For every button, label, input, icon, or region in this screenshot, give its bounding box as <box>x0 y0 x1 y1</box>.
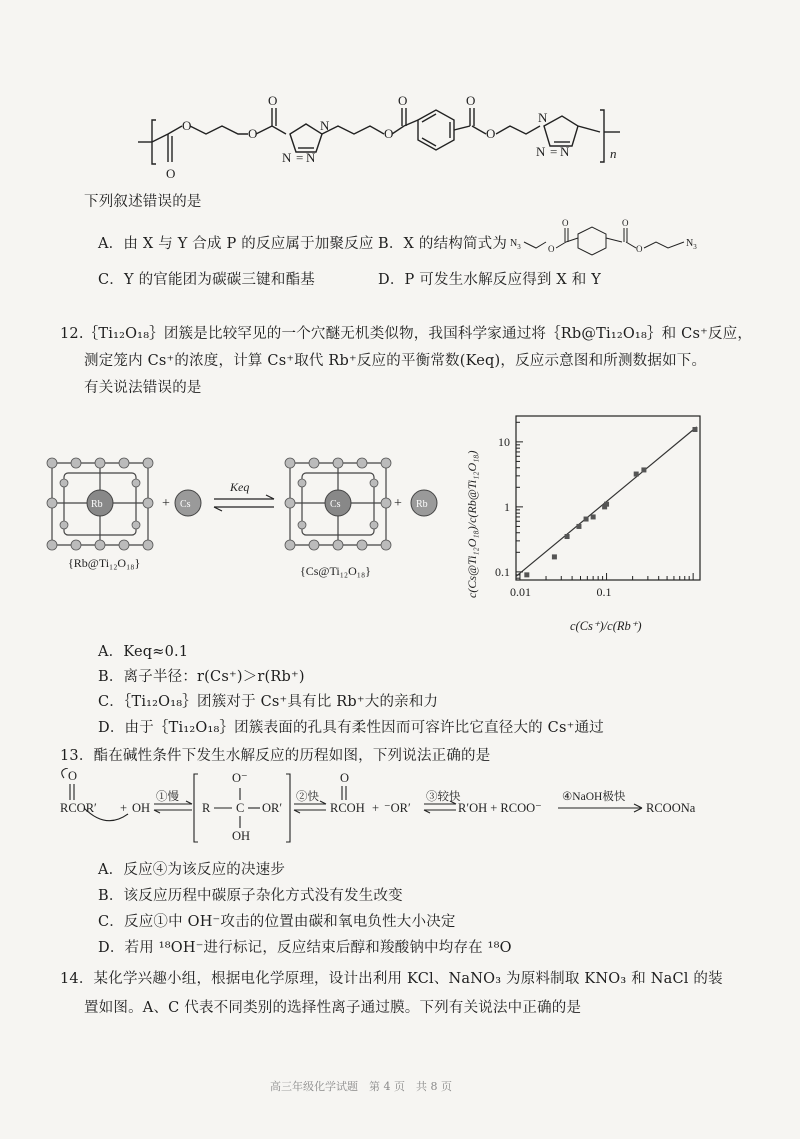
plus-2: + <box>394 496 402 511</box>
svg-text:N: N <box>320 118 330 133</box>
int-o-minus: O⁻ <box>232 771 248 785</box>
rb-ion-label: Rb <box>416 499 428 510</box>
svg-text:O: O <box>248 126 258 141</box>
step1-label: ①慢 <box>156 791 179 803</box>
svg-text:=: = <box>550 144 558 159</box>
b-right-n: N <box>686 238 694 249</box>
data-point <box>641 467 646 472</box>
data-point <box>565 534 570 539</box>
ester-label: RCOR′ <box>60 801 97 815</box>
data-point <box>604 502 609 507</box>
y-tick-label: 0.1 <box>495 564 510 579</box>
svg-text:O: O <box>182 118 192 133</box>
y-tick-label: 1 <box>504 499 510 514</box>
svg-text:N3: $N_3$ <box>510 238 521 251</box>
q12-line2: 测定笼内 Cs⁺的浓度，计算 Cs⁺取代 Rb⁺反应的平衡常数(Keq)，反应示意图和所测数据如下。 <box>84 353 707 369</box>
q13-mechanism <box>56 768 746 846</box>
q13-option-d[interactable]: D．若用 ¹⁸OH⁻进行标记，反应结束后醇和羧酸钠中均存在 ¹⁸O <box>98 940 512 956</box>
data-point <box>524 572 529 577</box>
svg-text:N: N <box>538 110 548 125</box>
y-axis-label: c(Cs@Ti₁₂O₁₈)/c(Rb@Ti₁₂O₁₈) <box>465 450 479 598</box>
data-point <box>584 517 589 522</box>
q14-line1: 14．某化学兴趣小组，根据电化学原理，设计出利用 KCl、NaNO₃ 为原料制取 KNO₃ 和 NaCl 的装 <box>60 971 723 987</box>
rb-cluster-label: {Rb@Ti₁₂O₁₈} <box>68 556 141 570</box>
q11-option-a[interactable]: A．由 X 与 Y 合成 P 的反应属于加聚反应 <box>98 236 374 252</box>
q11-stem: 下列叙述错误的是 <box>84 194 202 210</box>
keq-label: Keq <box>230 480 250 494</box>
data-point <box>576 524 581 529</box>
hydroxide-label: OH <box>132 801 151 815</box>
svg-text:O: O <box>562 218 569 228</box>
b-left-n: N <box>510 238 518 249</box>
data-point <box>692 427 697 432</box>
cs-ion-label: Cs <box>180 499 191 510</box>
svg-text:O: O <box>466 93 476 108</box>
chart-frame <box>516 416 700 580</box>
q12-option-d[interactable]: D．由于｛Ti₁₂O₁₈｝团簇表面的孔具有柔性因而可容许比它直径大的 Cs⁺通过 <box>98 720 604 736</box>
x-axis-label: c(Cs⁺)/c(Rb⁺) <box>570 619 642 633</box>
svg-text:O: O <box>340 771 350 785</box>
q11-option-b-label: B．X 的结构简式为 <box>378 236 508 252</box>
cs-cluster-label: {Cs@Ti₁₂O₁₈} <box>300 564 371 578</box>
data-point <box>552 554 557 559</box>
q12-option-c[interactable]: C．｛Ti₁₂O₁₈｝团簇对于 Cs⁺具有比 Rb⁺大的亲和力 <box>98 694 439 710</box>
svg-text:N3: $N_3$ <box>686 238 697 251</box>
q11-option-d[interactable]: D．P 可发生水解反应得到 X 和 Y <box>378 272 602 288</box>
int-right: OR′ <box>262 801 283 815</box>
page-footer: 高三年级化学试题 第 4 页 共 8 页 <box>270 1080 452 1093</box>
q13-option-c[interactable]: C．反应①中 OH⁻攻击的位置由碳和氧电负性大小决定 <box>98 914 456 930</box>
y-tick-label: 10 <box>498 434 510 449</box>
svg-text:O: O <box>166 166 176 181</box>
svg-text:N: N <box>536 144 546 159</box>
svg-text:N: N <box>306 150 316 165</box>
q13-option-a[interactable]: A．反应④为该反应的决速步 <box>98 862 286 878</box>
q12-line3: 有关说法错误的是 <box>84 380 202 396</box>
q13-stem: 13．酯在碱性条件下发生水解反应的历程如图，下列说法正确的是 <box>60 748 491 764</box>
alkoxide-label: ⁻OR′ <box>384 801 411 815</box>
q11-option-c[interactable]: C．Y 的官能团为碳碳三键和酯基 <box>98 272 315 288</box>
step3-label: ③较快 <box>426 791 461 803</box>
cs-core-label: Cs <box>330 499 341 510</box>
x-tick-label: 0.01 <box>509 585 531 599</box>
q12-chart <box>452 398 722 636</box>
x-tick-label: 0.1 <box>596 585 612 599</box>
products3-label: R′OH + RCOO⁻ <box>458 801 542 815</box>
svg-text:O: O <box>486 126 496 141</box>
q11-option-b[interactable] <box>378 232 507 253</box>
q11-option-b-structure <box>508 216 708 260</box>
q14-line2: 置如图。A、C 代表不同类别的选择性离子通过膜。下列有关说法中正确的是 <box>84 1000 582 1016</box>
step2-label: ②快 <box>296 791 319 803</box>
svg-text:N: N <box>560 144 570 159</box>
plus-b: + <box>372 801 380 815</box>
plus-1: + <box>162 496 170 511</box>
svg-text:O: O <box>384 126 394 141</box>
svg-text:O: O <box>268 93 278 108</box>
q12-line1: 12.｛Ti₁₂O₁₈｝团簇是比较罕见的一个穴醚无机类似物，我国科学家通过将｛Rb@Ti₁₂O₁₈｝和 Cs⁺反应， <box>60 326 753 342</box>
plus-a: + <box>120 801 128 815</box>
data-point <box>591 514 596 519</box>
svg-text:O: O <box>636 244 643 254</box>
q12-option-a[interactable]: A．Keq≈0.1 <box>98 644 189 660</box>
acid-label: RCOH <box>330 801 365 815</box>
int-left: R <box>202 801 211 815</box>
rb-core-label: Rb <box>91 499 103 510</box>
svg-text:O: O <box>68 769 78 783</box>
q12-scheme <box>38 455 448 585</box>
q13-option-b[interactable]: B．该反应历程中碳原子杂化方式没有发生改变 <box>98 888 403 904</box>
polymer-n: n <box>610 146 617 161</box>
svg-text:N: N <box>282 150 292 165</box>
fit-line <box>516 427 697 577</box>
int-oh: OH <box>232 829 251 843</box>
polymer-structure <box>130 92 650 184</box>
data-point <box>634 472 639 477</box>
int-c: C <box>236 801 245 815</box>
step4-label: ④NaOH极快 <box>562 791 626 803</box>
svg-text:O: O <box>622 218 629 228</box>
svg-text:=: = <box>296 150 304 165</box>
final-label: RCOONa <box>646 801 696 815</box>
svg-text:O: O <box>398 93 408 108</box>
svg-text:O: O <box>548 244 555 254</box>
q12-option-b[interactable]: B．离子半径：r(Cs⁺)＞r(Rb⁺) <box>98 669 305 685</box>
